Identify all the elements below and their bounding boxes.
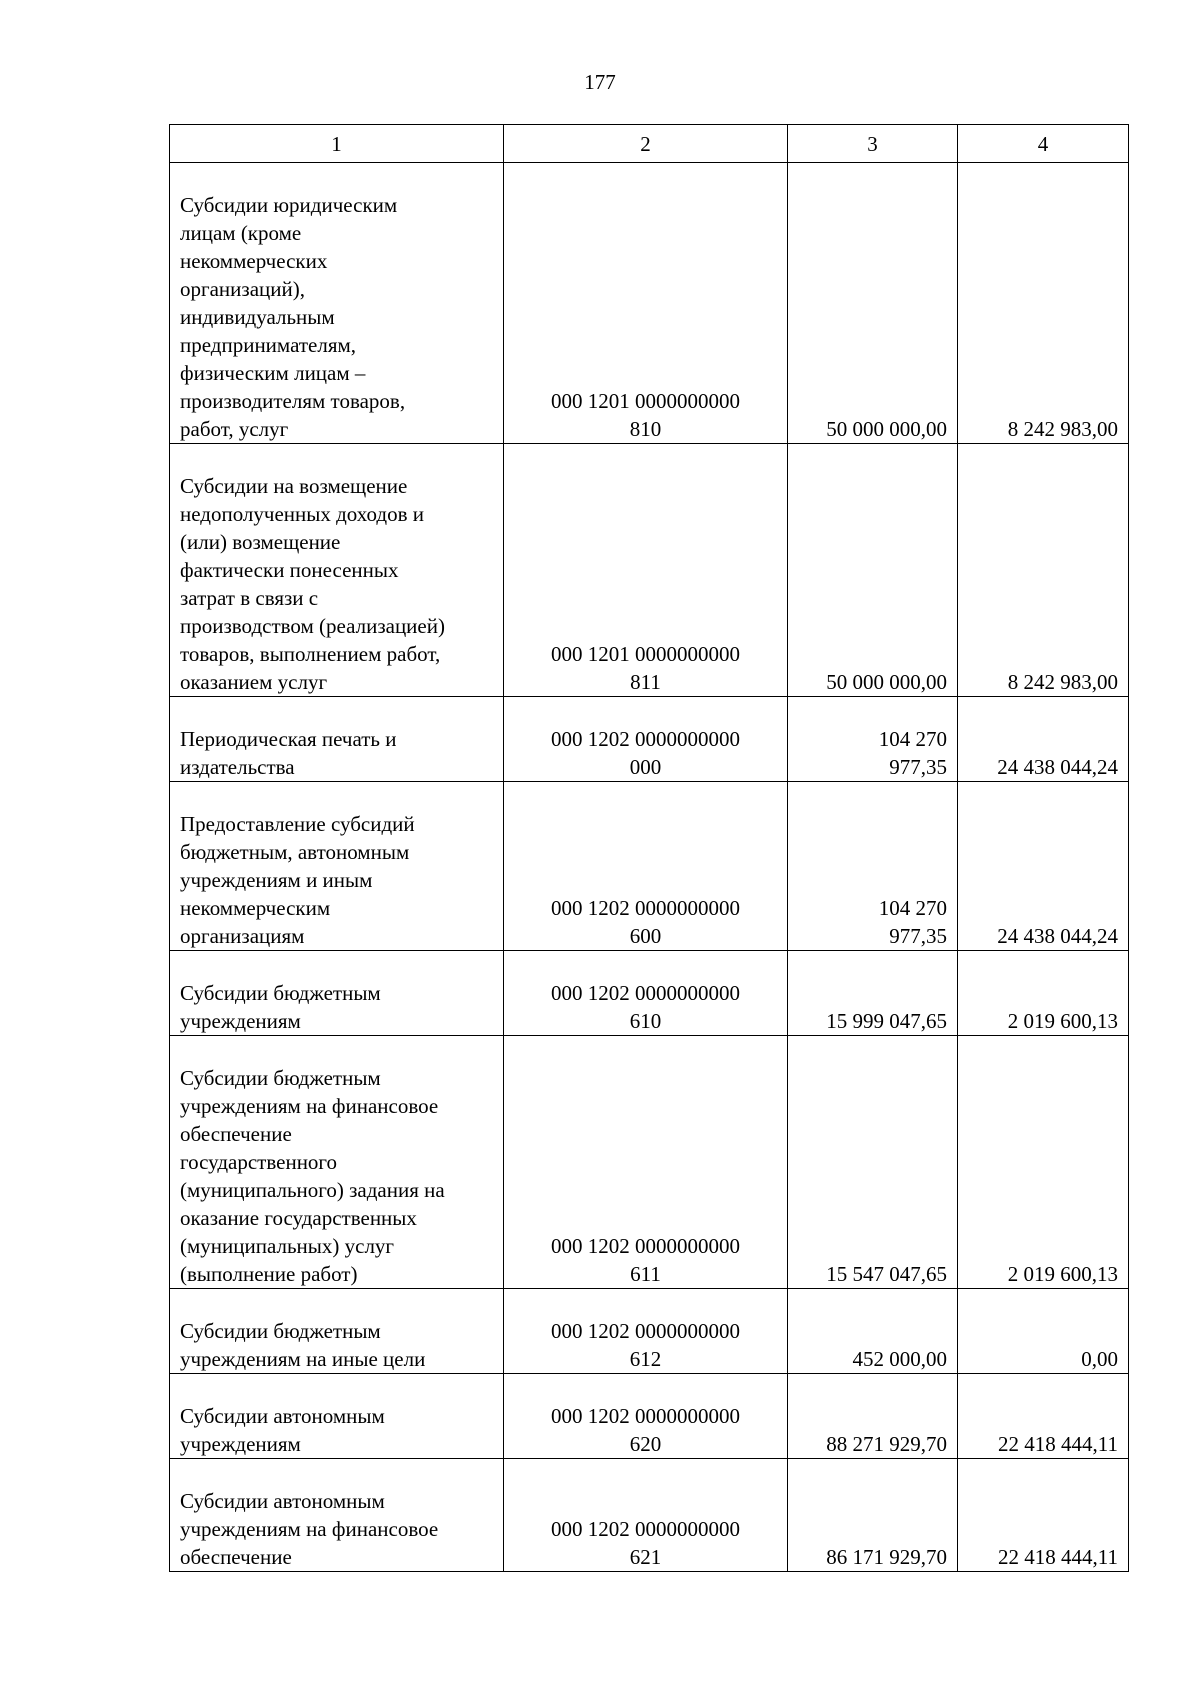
table-row — [170, 1036, 1129, 1289]
row-fact-cell: 22 418 444,11 — [958, 1459, 1129, 1572]
row-name-cell: Субсидии бюджетным учреждениям на иные цели — [170, 1289, 504, 1374]
header-col-1: 1 — [170, 125, 504, 163]
row-name-cell: Субсидии автономным учреждениям — [170, 1374, 504, 1459]
row-name-cell: Субсидии бюджетным учреждениям на финансовое обеспечение государственного (муниципального) задания на оказание государственных (муниципальных) услуг (выполнение работ) — [170, 1036, 504, 1289]
row-fact-cell: 0,00 — [958, 1289, 1129, 1374]
row-fact-cell: 8 242 983,00 — [958, 163, 1129, 444]
row-plan-cell: 88 271 929,70 — [788, 1374, 958, 1459]
row-plan-cell: 50 000 000,00 — [788, 444, 958, 697]
row-plan-cell: 104 270 977,35 — [788, 697, 958, 782]
row-plan-cell: 15 999 047,65 — [788, 951, 958, 1036]
row-name-cell: Субсидии бюджетным учреждениям — [170, 951, 504, 1036]
row-code-cell: 000 1202 0000000000 612 — [504, 1289, 788, 1374]
row-name-cell: Периодическая печать и издательства — [170, 697, 504, 782]
header-col-4: 4 — [958, 125, 1129, 163]
row-name-cell: Субсидии на возмещение недополученных доходов и (или) возмещение фактически понесенных затрат в связи с производством (реализацией) товаров, выполнением работ, оказанием услуг — [170, 444, 504, 697]
row-fact-cell: 24 438 044,24 — [958, 782, 1129, 951]
table-body — [170, 163, 1129, 1572]
row-code-cell: 000 1202 0000000000 611 — [504, 1036, 788, 1289]
page-number: 177 — [584, 70, 616, 94]
row-name-cell: Субсидии юридическим лицам (кроме некоммерческих организаций), индивидуальным предпринимателям, физическим лицам – производителям товаров, работ, услуг — [170, 163, 504, 444]
row-plan-cell: 86 171 929,70 — [788, 1459, 958, 1572]
table-row — [170, 1374, 1129, 1459]
row-code-cell: 000 1202 0000000000 620 — [504, 1374, 788, 1459]
row-plan-cell: 452 000,00 — [788, 1289, 958, 1374]
row-code-cell: 000 1202 0000000000 610 — [504, 951, 788, 1036]
table-row — [170, 1289, 1129, 1374]
table-row — [170, 444, 1129, 697]
header-col-3: 3 — [788, 125, 958, 163]
table-row — [170, 1459, 1129, 1572]
table-row — [170, 163, 1129, 444]
row-code-cell: 000 1202 0000000000 000 — [504, 697, 788, 782]
row-name-cell: Предоставление субсидий бюджетным, автономным учреждениям и иным некоммерческим организациям — [170, 782, 504, 951]
row-code-cell: 000 1201 0000000000 811 — [504, 444, 788, 697]
header-col-2: 2 — [504, 125, 788, 163]
row-fact-cell: 8 242 983,00 — [958, 444, 1129, 697]
row-fact-cell: 22 418 444,11 — [958, 1374, 1129, 1459]
row-fact-cell: 2 019 600,13 — [958, 951, 1129, 1036]
header-row — [170, 125, 1129, 163]
row-fact-cell: 2 019 600,13 — [958, 1036, 1129, 1289]
row-code-cell: 000 1202 0000000000 621 — [504, 1459, 788, 1572]
row-plan-cell: 50 000 000,00 — [788, 163, 958, 444]
table-header — [170, 125, 1129, 163]
row-code-cell: 000 1202 0000000000 600 — [504, 782, 788, 951]
budget-table — [169, 124, 1129, 1572]
row-code-cell: 000 1201 0000000000 810 — [504, 163, 788, 444]
table-row — [170, 697, 1129, 782]
table-row — [170, 782, 1129, 951]
table-row — [170, 951, 1129, 1036]
row-plan-cell: 15 547 047,65 — [788, 1036, 958, 1289]
row-name-cell: Субсидии автономным учреждениям на финансовое обеспечение — [170, 1459, 504, 1572]
row-plan-cell: 104 270 977,35 — [788, 782, 958, 951]
row-fact-cell: 24 438 044,24 — [958, 697, 1129, 782]
